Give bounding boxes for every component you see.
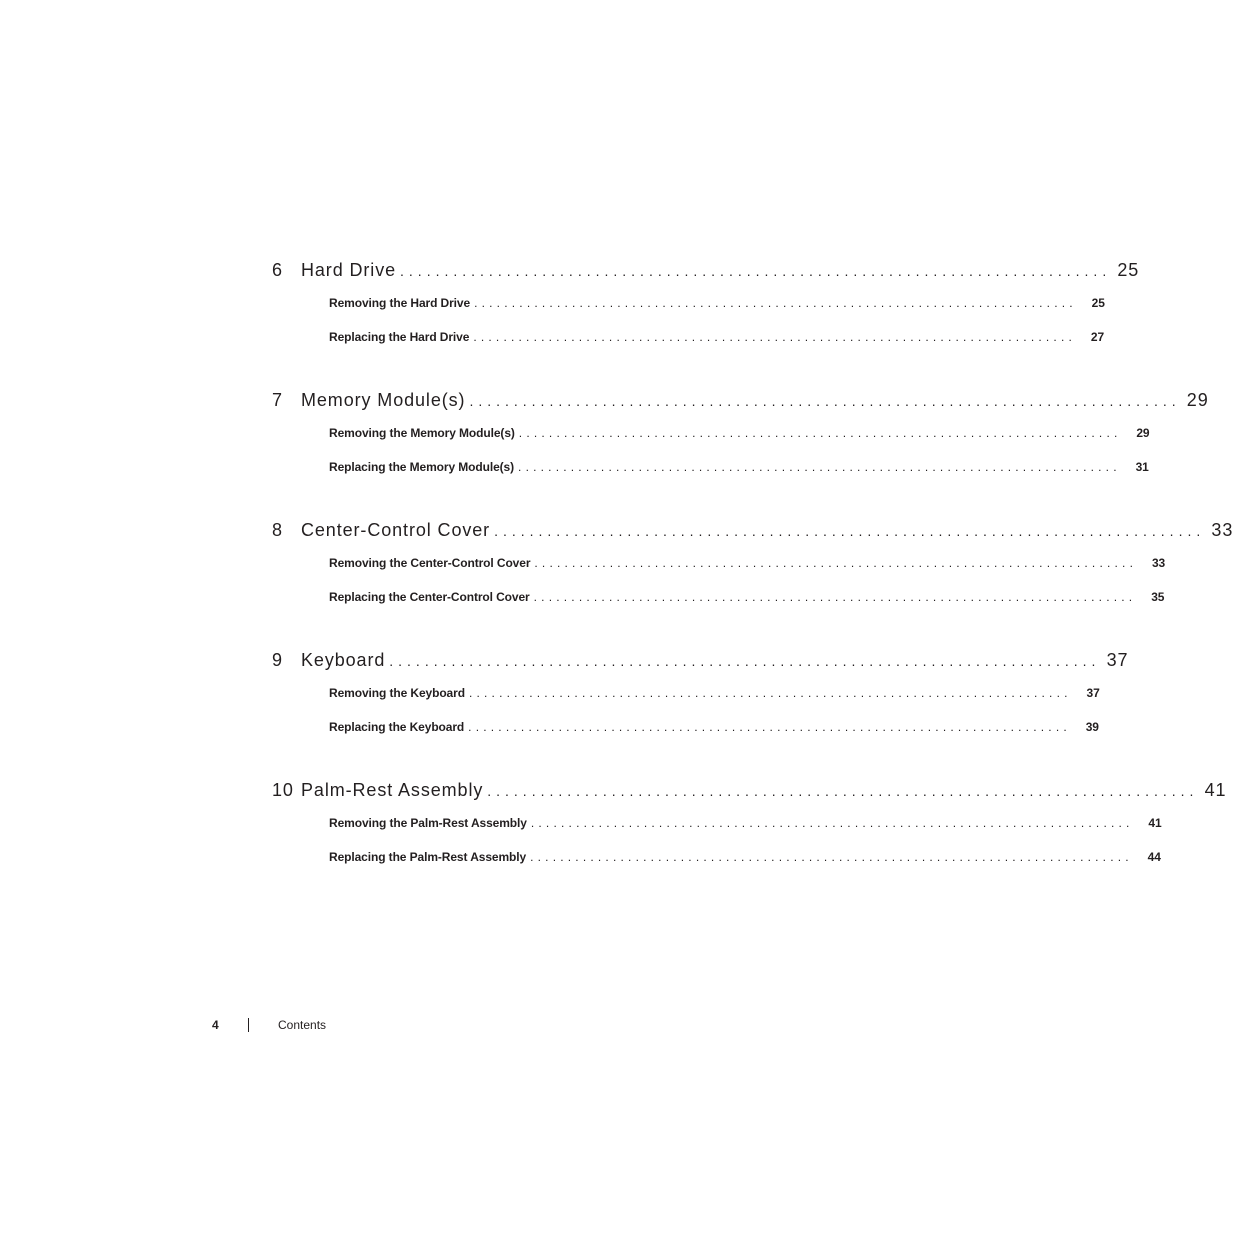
section-title: Removing the Center-Control Cover xyxy=(329,556,531,570)
section-entry[interactable] xyxy=(329,424,1150,442)
dot-leader: ................................................................................ xyxy=(473,330,1077,344)
section-page-number: 29 xyxy=(1136,426,1150,440)
footer-divider xyxy=(248,1018,249,1032)
section-title: Removing the Memory Module(s) xyxy=(329,426,515,440)
chapter-number: 9 xyxy=(272,650,283,670)
section-entry[interactable] xyxy=(329,848,1161,866)
toc-chapter xyxy=(272,514,1233,606)
section-entry[interactable] xyxy=(329,684,1100,702)
section-entry[interactable] xyxy=(329,294,1105,312)
chapter-page-number: 29 xyxy=(1186,390,1209,410)
chapter-page-number: 33 xyxy=(1211,520,1233,540)
chapter-entry[interactable] xyxy=(272,644,1129,676)
section-page-number: 35 xyxy=(1151,590,1165,604)
section-page-number: 39 xyxy=(1085,720,1099,734)
chapter-number: 6 xyxy=(272,260,283,280)
chapter-entry[interactable] xyxy=(272,254,1140,286)
toc-chapter xyxy=(272,774,1227,866)
section-entry[interactable] xyxy=(329,588,1165,606)
dot-leader: ................................................................................ xyxy=(518,460,1121,474)
chapter-page-number: 25 xyxy=(1117,260,1140,280)
chapter-number: 8 xyxy=(272,520,283,540)
chapter-title: Hard Drive xyxy=(301,260,397,280)
toc-chapter xyxy=(272,384,1209,476)
chapter-number: 7 xyxy=(272,390,283,410)
dot-leader: ................................................................................ xyxy=(494,523,1206,539)
section-title: Replacing the Center-Control Cover xyxy=(329,590,530,604)
chapter-page-number: 37 xyxy=(1106,650,1129,670)
toc-chapter xyxy=(272,254,1140,346)
chapter-entry[interactable] xyxy=(272,514,1233,546)
dot-leader: ................................................................................ xyxy=(534,556,1138,570)
table-of-contents xyxy=(272,254,1233,904)
chapter-title: Memory Module(s) xyxy=(301,390,466,410)
dot-leader: ................................................................................ xyxy=(530,816,1134,830)
dot-leader: ................................................................................ xyxy=(518,426,1122,440)
section-page-number: 25 xyxy=(1091,296,1105,310)
dot-leader: ................................................................................ xyxy=(468,720,1071,734)
section-page-number: 41 xyxy=(1148,816,1162,830)
dot-leader: ................................................................................ xyxy=(474,296,1077,310)
dot-leader: ................................................................................ xyxy=(468,686,1072,700)
section-title: Replacing the Memory Module(s) xyxy=(329,460,515,474)
footer-page-number: 4 xyxy=(212,1018,219,1032)
page-footer xyxy=(212,1015,326,1035)
chapter-title: Center-Control Cover xyxy=(301,520,491,540)
section-title: Replacing the Keyboard xyxy=(329,720,465,734)
section-page-number: 44 xyxy=(1147,850,1161,864)
section-title: Replacing the Hard Drive xyxy=(329,330,470,344)
section-entry[interactable] xyxy=(329,458,1149,476)
dot-leader: ................................................................................ xyxy=(533,590,1137,604)
dot-leader: ................................................................................ xyxy=(530,850,1133,864)
footer-section-label: Contents xyxy=(278,1018,327,1032)
section-page-number: 31 xyxy=(1135,460,1149,474)
dot-leader: ................................................................................ xyxy=(469,393,1181,409)
chapter-title: Palm-Rest Assembly xyxy=(301,780,484,800)
chapter-page-number: 41 xyxy=(1204,780,1227,800)
section-page-number: 27 xyxy=(1090,330,1105,344)
chapter-entry[interactable] xyxy=(272,384,1209,416)
chapter-entry[interactable] xyxy=(272,774,1227,806)
section-page-number: 33 xyxy=(1151,556,1166,570)
dot-leader: ................................................................................ xyxy=(400,263,1112,279)
section-title: Removing the Palm-Rest Assembly xyxy=(329,816,527,830)
section-entry[interactable] xyxy=(329,814,1162,832)
dot-leader: ................................................................................ xyxy=(487,783,1199,799)
section-entry[interactable] xyxy=(329,328,1105,346)
section-title: Removing the Keyboard xyxy=(329,686,465,700)
chapter-number: 10 xyxy=(272,780,294,800)
chapter-title: Keyboard xyxy=(301,650,386,670)
section-entry[interactable] xyxy=(329,718,1099,736)
section-title: Removing the Hard Drive xyxy=(329,296,471,310)
section-title: Replacing the Palm-Rest Assembly xyxy=(329,850,527,864)
toc-chapter xyxy=(272,644,1129,736)
section-entry[interactable] xyxy=(329,554,1166,572)
section-page-number: 37 xyxy=(1086,686,1100,700)
dot-leader: ................................................................................ xyxy=(389,653,1101,669)
